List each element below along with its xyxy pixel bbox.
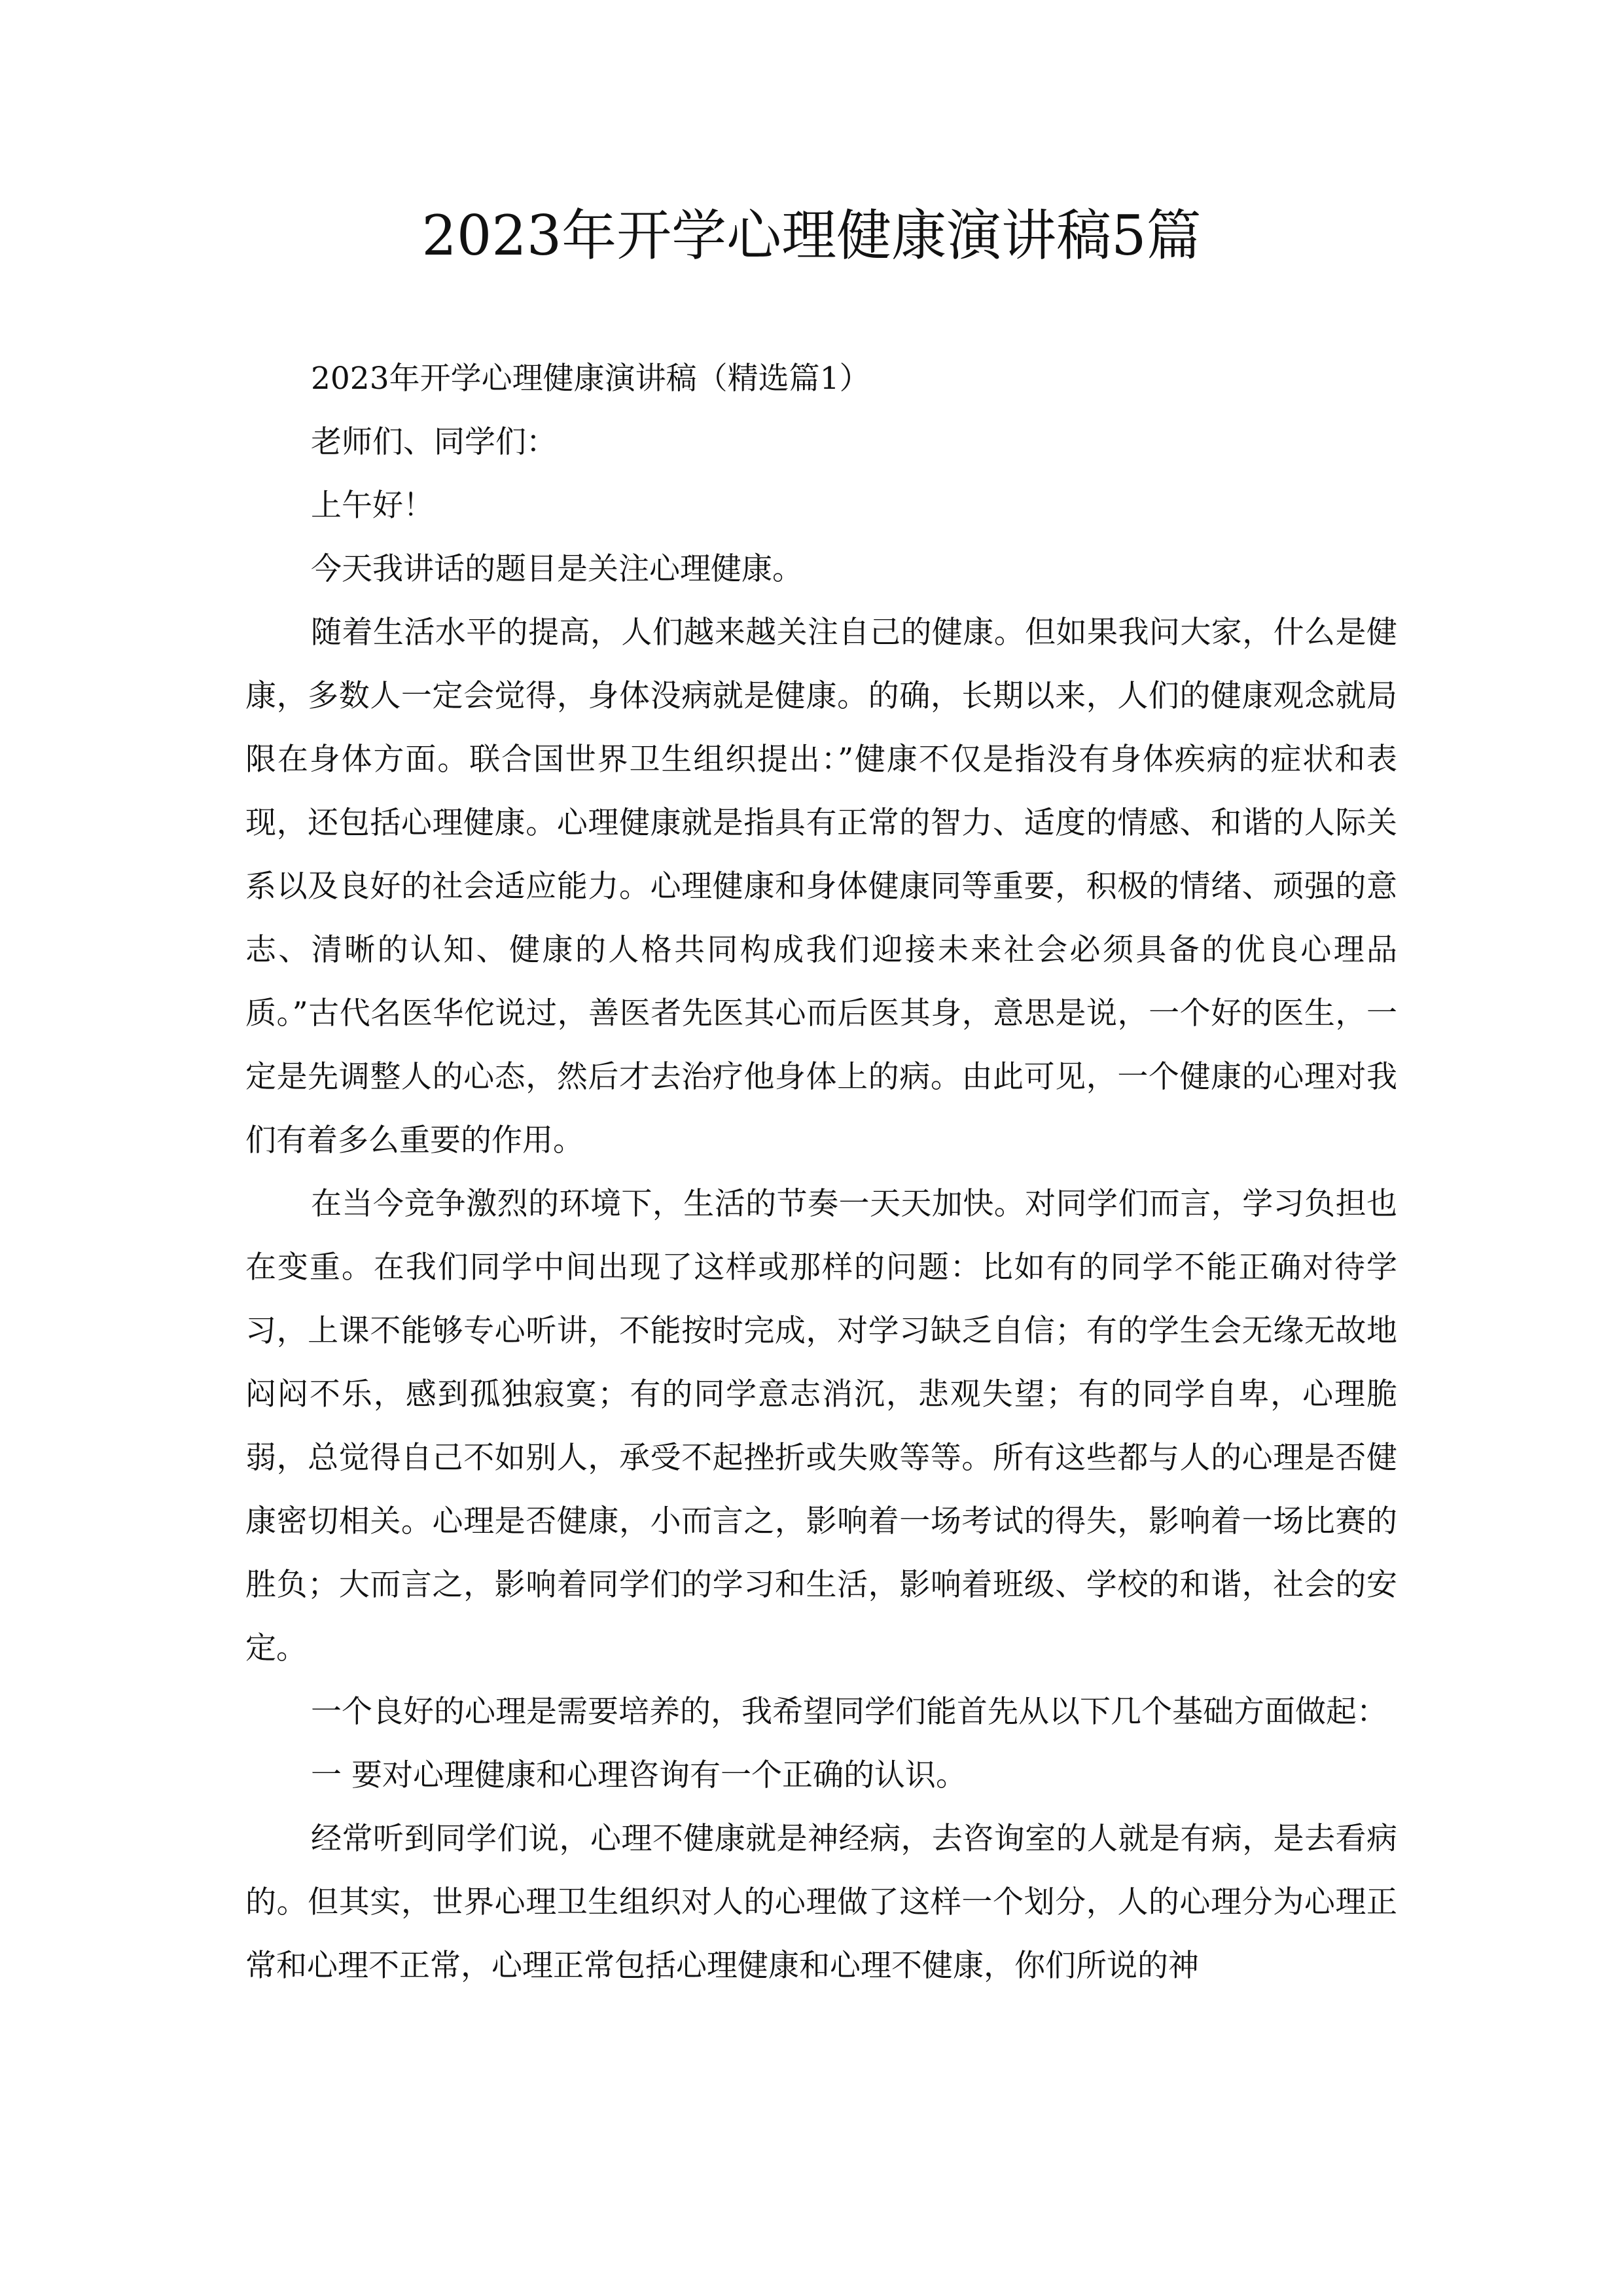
- paragraph: 一个良好的心理是需要培养的，我希望同学们能首先从以下几个基础方面做起：: [311, 1694, 1387, 1730]
- paragraph-salutation: 老师们、同学们：: [311, 424, 557, 460]
- document-body: [245, 347, 1397, 1998]
- paragraph-greeting: 上午好！: [311, 488, 434, 524]
- paragraph: 在当今竞争激烈的环境下，生活的节奏一天天加快。对同学们而言，学习负担也在变重。在我们同学中间出现了这样或那样的问题：比如有的同学不能正确对待学习，上课不能够专心听讲，不能按时完成，对学习缺乏自信；有的学生会无缘无故地闷闷不乐，感到孤独寂寞；有的同学意志消沉，悲观失望；有的同学自卑，心理脆弱，总觉得自己不如别人，承受不起挫折或失败等等。所有这些都与人的心理是否健康密切相关。心理是否健康，小而言之，影响着一场考试的得失，影响着一场比赛的胜负；大而言之，影响着同学们的学习和生活，影响着班级、学校的和谐，社会的安定。: [245, 1186, 1397, 1666]
- paragraph: 随着生活水平的提高，人们越来越关注自己的健康。但如果我问大家，什么是健康，多数人一定会觉得，身体没病就是健康。的确，长期以来，人们的健康观念就局限在身体方面。联合国世界卫生组织提出：”健康不仅是指没有身体疾病的症状和表现，还包括心理健康。心理健康就是指具有正常的智力、适度的情感、和谐的人际关系以及良好的社会适应能力。心理健康和身体健康同等重要，积极的情绪、顽强的意志、清晰的认知、健康的人格共同构成我们迎接未来社会必须具备的优良心理品质。”古代名医华佗说过，善医者先医其心而后医其身，意思是说，一个好的医生，一定是先调整人的心态，然后才去治疗他身体上的病。由此可见，一个健康的心理对我们有着多么重要的作用。: [245, 615, 1397, 1158]
- paragraph-topic: 今天我讲话的题目是关注心理健康。: [311, 551, 803, 587]
- paragraph-section-heading: 一 要对心理健康和心理咨询有一个正确的认识。: [311, 1757, 967, 1793]
- paragraph: 经常听到同学们说，心理不健康就是神经病，去咨询室的人就是有病，是去看病的。但其实，世界心理卫生组织对人的心理做了这样一个划分，人的心理分为心理正常和心理不正常，心理正常包括心理健康和心理不健康，你们所说的神: [245, 1821, 1397, 1984]
- paragraph-heading: 2023年开学心理健康演讲稿（精选篇1）: [311, 361, 870, 397]
- document-title: 2023年开学心理健康演讲稿5篇: [421, 204, 1202, 268]
